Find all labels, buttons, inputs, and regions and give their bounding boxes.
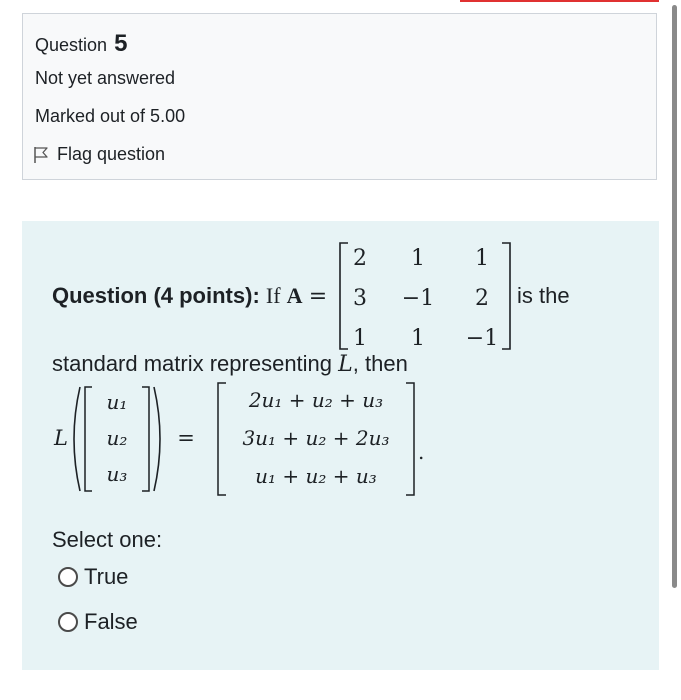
select-one-label: Select one: [52,527,163,552]
top-accent-bar [460,0,659,2]
option-true[interactable] [58,564,128,590]
question-number [35,30,127,58]
line2-end: , then [352,351,408,376]
question-state: Not yet answered [35,68,176,88]
question-content [22,221,659,670]
question-text-line-1 [52,283,327,309]
line2-symbol: L [338,352,353,377]
linear-map-equation [52,379,452,499]
matrix-cell: 1 [353,326,367,351]
matrix-cell: 2 [475,286,489,311]
map-function-symbol: L [54,426,68,450]
vertical-scrollbar[interactable] [670,0,681,700]
flag-icon [33,146,49,164]
flag-question-label: Flag question [57,144,166,164]
option-true-label[interactable]: True [84,564,129,589]
matrix-cell: 3 [353,286,367,311]
matrix-a [338,241,518,353]
equals-sign: = [308,284,328,309]
radio-false[interactable] [58,612,78,632]
option-false-label[interactable]: False [84,609,138,634]
matrix-cell: 1 [411,246,425,271]
input-entry: u₁ [106,390,128,414]
question-grade: Marked out of 5.00 [35,106,186,126]
question-text-is-the: is the [517,283,570,308]
left-paren [74,387,80,491]
question-if: If [265,283,281,308]
map-end-period: . [418,440,425,464]
right-paren [154,387,160,491]
line2-text: standard matrix representing [52,351,333,376]
input-entry: u₂ [106,426,128,450]
matrix-cell: −1 [401,286,435,311]
output-entry: 2u₁ + u₂ + u₃ [248,388,384,412]
map-equals-sign: = [177,426,195,450]
input-entry: u₃ [106,462,128,486]
matrix-symbol: A [286,283,303,308]
matrix-cell: 2 [353,246,367,271]
question-number-value: 5 [114,30,128,57]
output-entry: 3u₁ + u₂ + 2u₃ [242,426,390,450]
matrix-cell: −1 [465,326,499,351]
question-text-line-2 [52,351,408,377]
question-lead: Question (4 points): [52,283,260,308]
option-false[interactable] [58,609,138,635]
flag-question-button[interactable] [33,144,165,165]
matrix-cell: 1 [475,246,489,271]
output-entry: u₁ + u₂ + u₃ [255,464,377,488]
question-prefix: Question [35,35,108,55]
question-info-panel [22,13,657,180]
radio-true[interactable] [58,567,78,587]
scrollbar-thumb[interactable] [672,5,677,588]
matrix-cell: 1 [411,326,425,351]
